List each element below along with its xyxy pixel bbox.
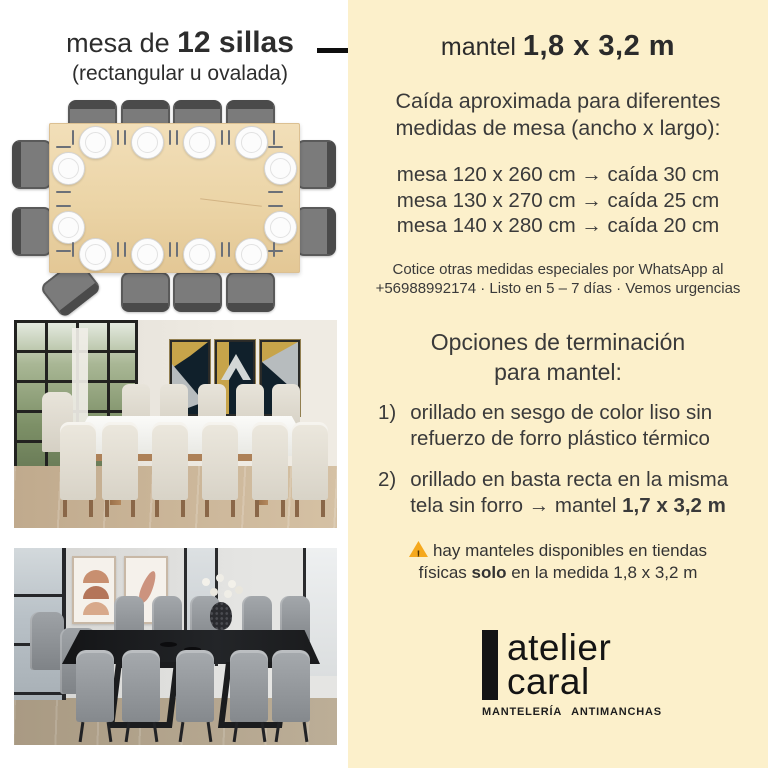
options-heading — [348, 327, 768, 387]
cutlery — [268, 250, 283, 252]
cutlery — [273, 130, 275, 145]
cutlery — [117, 130, 119, 145]
cutlery — [228, 130, 230, 145]
bowl — [160, 642, 177, 647]
chair — [202, 422, 238, 500]
option-item-1 — [378, 400, 760, 452]
chair — [296, 140, 336, 189]
cutlery — [169, 130, 171, 145]
flowers — [202, 578, 210, 586]
left-title — [0, 26, 360, 86]
warning-note — [348, 540, 768, 584]
mantel-size: 1,8 x 3,2 m — [522, 30, 676, 62]
info-panel — [348, 0, 768, 768]
art-shape — [83, 570, 109, 583]
dining-photo-light — [14, 320, 337, 528]
options-heading-line1: Opciones de terminación — [430, 329, 686, 355]
contact-line1: Cotice otras medidas especiales por WhatsApp al — [392, 261, 724, 278]
caida-heading-line2: medidas de mesa (ancho x largo): — [395, 116, 721, 140]
cutlery — [169, 242, 171, 257]
chair — [296, 207, 336, 256]
option-text-regular: orillado en basta recta en la misma tela sin forro → mantel — [410, 468, 729, 517]
chair — [30, 612, 64, 670]
chair — [12, 140, 52, 189]
title-prefix: mesa de — [66, 28, 178, 58]
caida-heading-line1: Caída aproximada para diferentes — [395, 89, 721, 113]
warning-post: en la medida 1,8 x 3,2 m — [506, 563, 698, 582]
plate — [183, 238, 216, 271]
art-shape — [83, 586, 109, 599]
vase — [210, 602, 232, 630]
title-bold: 12 sillas — [177, 26, 294, 59]
chair — [176, 650, 214, 722]
cutlery — [72, 242, 74, 257]
warning-line2 — [348, 562, 768, 584]
plate — [235, 126, 268, 159]
cutlery — [124, 130, 126, 145]
cutlery — [124, 242, 126, 257]
logo-words — [507, 627, 612, 702]
chair — [122, 650, 160, 722]
warning-text1: hay manteles disponibles en tiendas — [432, 541, 708, 560]
chair — [252, 422, 288, 500]
caida-row: mesa 130 x 270 cm → caída 25 cm — [396, 188, 720, 212]
cutlery — [268, 146, 283, 148]
plate — [235, 238, 268, 271]
options-list — [378, 400, 760, 534]
table-shape-subtitle: (rectangular u ovalada) — [72, 62, 288, 85]
caida-heading — [348, 88, 768, 142]
logo-word2: caral — [507, 661, 590, 702]
table-size-title — [0, 26, 360, 60]
cutlery — [56, 250, 71, 252]
logo-bar-icon — [482, 630, 498, 700]
chair — [12, 207, 52, 256]
chair — [102, 422, 138, 500]
cutlery — [221, 130, 223, 145]
mantel-prefix: mantel — [440, 33, 523, 61]
plate — [79, 238, 112, 271]
cutlery — [228, 242, 230, 257]
logo-row — [482, 627, 662, 702]
plate — [131, 238, 164, 271]
brand-logo — [482, 627, 662, 718]
logo-tagline: MANTELERÍA ANTIMANCHAS — [482, 706, 662, 718]
chair — [272, 650, 310, 722]
mantel-size-title — [348, 30, 768, 63]
cutlery — [176, 130, 178, 145]
option-item-2 — [378, 467, 760, 519]
plate — [183, 126, 216, 159]
chair — [292, 422, 328, 500]
chair — [173, 272, 222, 312]
wall-art — [72, 556, 116, 624]
warning-pre: físicas — [418, 563, 472, 582]
chair — [76, 650, 114, 722]
warning-icon — [409, 541, 428, 557]
caida-row: mesa 140 x 280 cm → caída 20 cm — [396, 214, 720, 237]
dining-photo-dark — [14, 548, 337, 745]
art-shape — [83, 602, 109, 615]
chair — [226, 272, 275, 312]
option-text-bold: 1,7 x 3,2 m — [622, 494, 726, 517]
plate — [131, 126, 164, 159]
contact-note — [348, 260, 768, 298]
plate — [79, 126, 112, 159]
cutlery — [117, 242, 119, 257]
plate — [264, 152, 297, 185]
chair — [152, 422, 188, 500]
chair — [230, 650, 268, 722]
cutlery — [72, 130, 74, 145]
warning-line1 — [348, 540, 768, 562]
chair — [121, 272, 170, 312]
logo-word1: atelier — [507, 627, 612, 668]
option-text — [410, 467, 746, 519]
option-number: 2) — [378, 468, 397, 491]
cutlery — [221, 242, 223, 257]
cutlery — [56, 205, 71, 207]
caida-table — [348, 162, 768, 239]
options-heading-line2: para mantel: — [494, 359, 622, 385]
option-text: orillado en sesgo de color liso sin refuerzo de forro plástico térmico — [410, 401, 713, 450]
chair — [60, 422, 96, 500]
warning-bold: solo — [471, 563, 507, 582]
cutlery — [56, 191, 71, 193]
contact-line2: +56988992174 · Listo en 5 – 7 días · Vemos urgencias — [375, 280, 741, 297]
cutlery — [268, 205, 283, 207]
caida-row: mesa 120 x 260 cm → caída 30 cm — [396, 163, 720, 186]
table-top-view-diagram — [0, 90, 348, 318]
cutlery — [56, 146, 71, 148]
plate — [264, 211, 297, 244]
cutlery — [268, 191, 283, 193]
plate — [52, 211, 85, 244]
cutlery — [176, 242, 178, 257]
option-number: 1) — [378, 401, 397, 424]
plate — [52, 152, 85, 185]
